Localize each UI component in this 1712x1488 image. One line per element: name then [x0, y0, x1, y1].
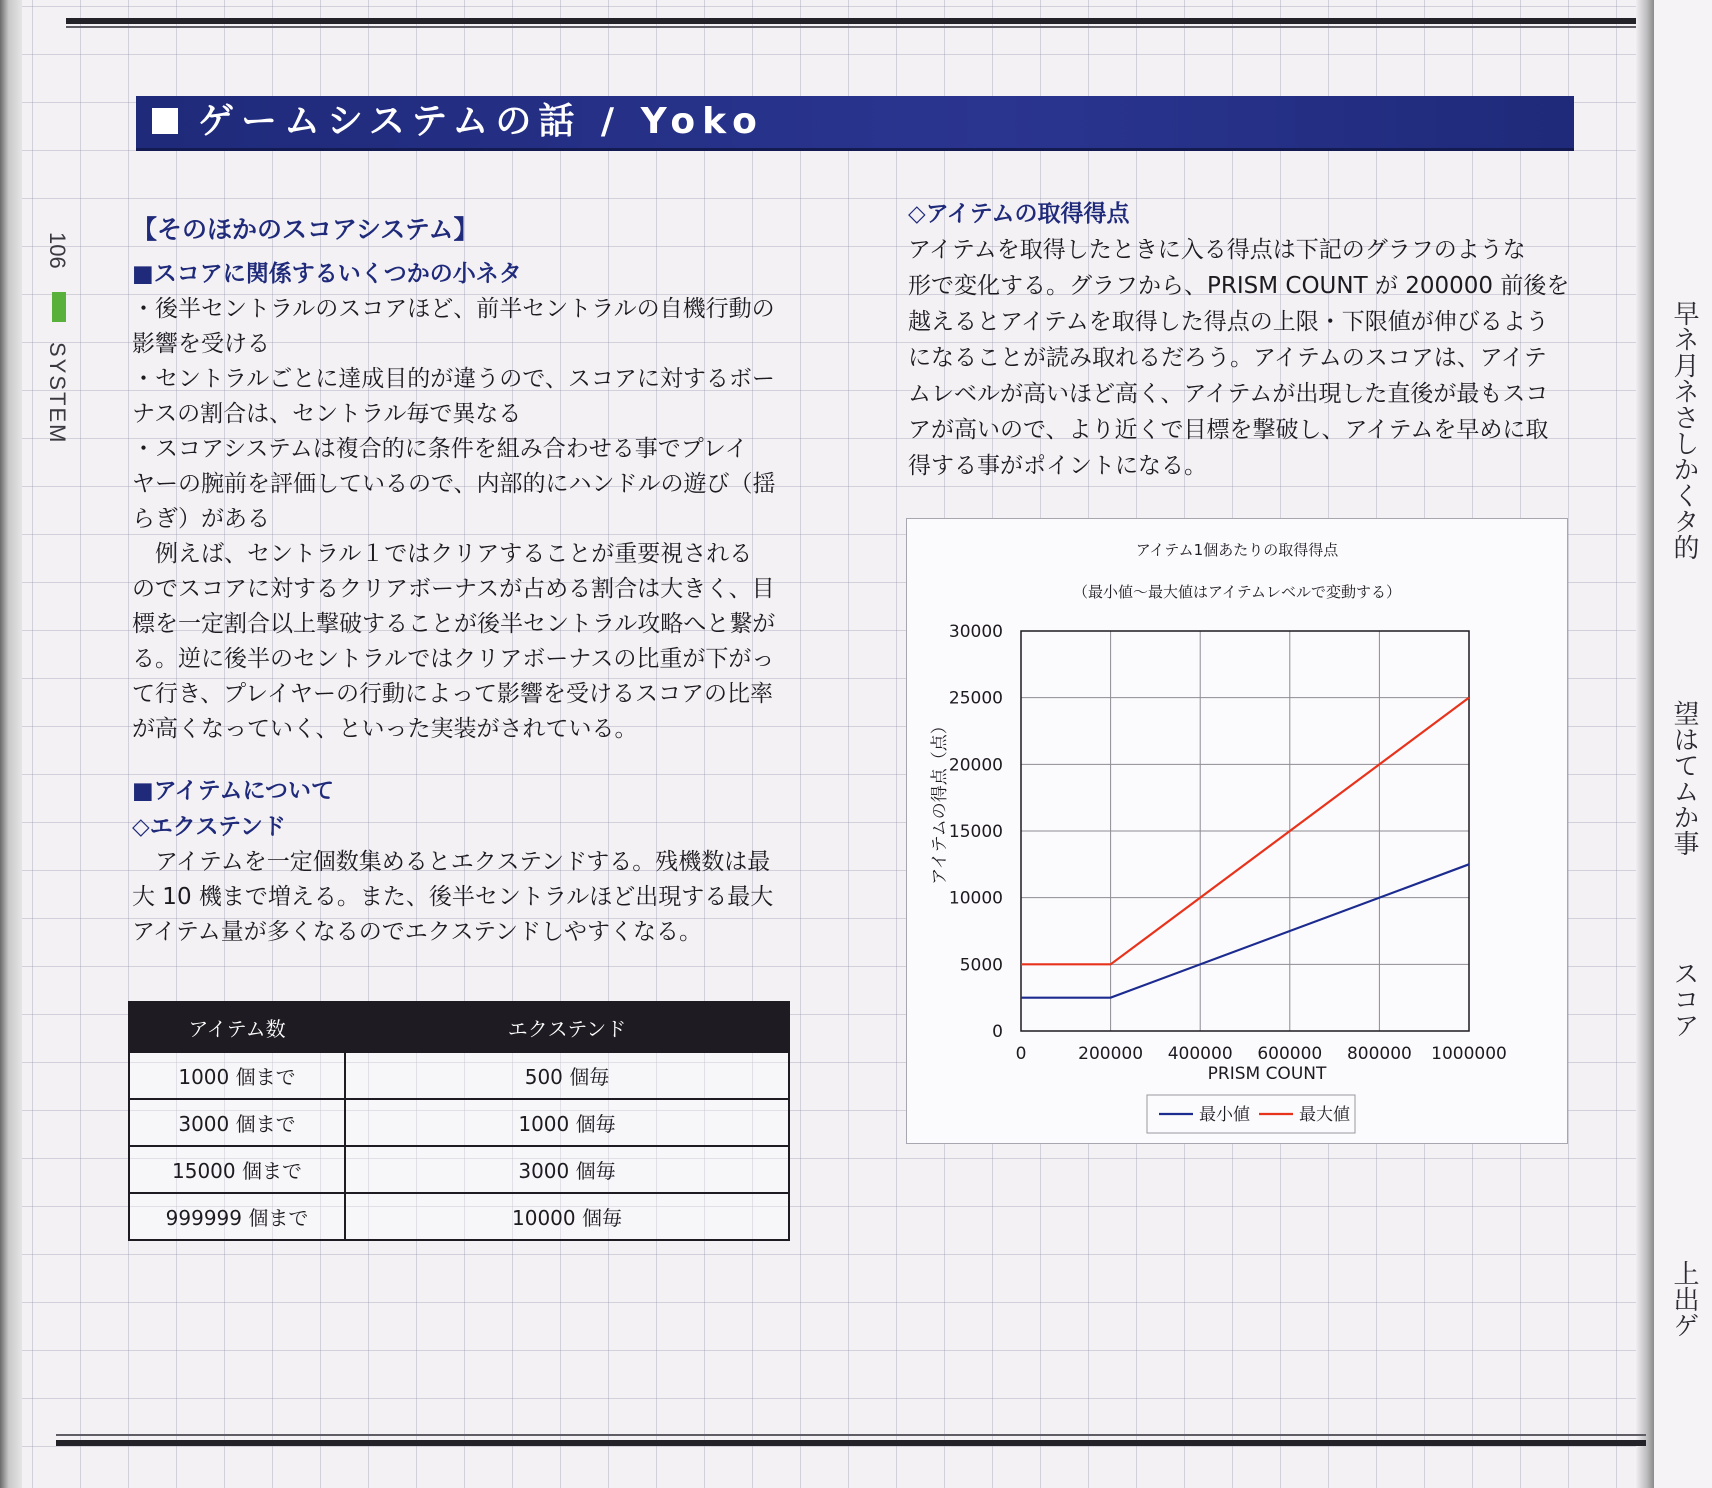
table-cell: 1000 個まで: [129, 1052, 345, 1099]
next-page-text-3: スコア: [1669, 960, 1699, 1038]
series-line-最小値: [1021, 864, 1469, 997]
table-cell: 999999 個まで: [129, 1193, 345, 1240]
table-header-row: [129, 1002, 789, 1052]
left-column: [132, 210, 802, 950]
book-binding-left: [0, 0, 22, 1488]
y-axis-label: アイテムの得点（点）: [930, 717, 950, 885]
table-cell: 3000 個毎: [345, 1146, 789, 1193]
chapter-title: ゲームシステムの話 / Yoko: [198, 101, 764, 142]
x-tick-label: 600000: [1257, 1044, 1323, 1064]
table-cell: 15000 個まで: [129, 1146, 345, 1193]
chart-svg: [907, 519, 1567, 1143]
table-cell: 500 個毎: [345, 1052, 789, 1099]
y-tick-label: 15000: [948, 822, 1003, 842]
section-color-marker: [52, 292, 66, 322]
chart-series: [1021, 698, 1469, 998]
subsection-title-tips: ■スコアに関係するいくつかの小ネタ: [132, 261, 522, 287]
x-tick-label: 0: [1015, 1044, 1027, 1064]
subsection-title-items: ■アイテムについて: [132, 778, 335, 804]
book-gutter: [1636, 0, 1654, 1488]
x-tick-label: 200000: [1078, 1044, 1144, 1064]
table-row: [129, 1052, 789, 1099]
square-bullet-icon: [152, 108, 178, 134]
section-label: SYSTEM: [45, 342, 70, 445]
x-tick-label: 1000000: [1431, 1044, 1507, 1064]
extend-table: [128, 1001, 790, 1241]
page-number: 106: [45, 232, 70, 269]
next-page-text-2: 望はてムか事: [1669, 700, 1699, 856]
item-score-chart: [906, 518, 1568, 1144]
bottom-rule-thin: [56, 1434, 1646, 1436]
y-tick-label: 30000: [948, 622, 1003, 642]
bottom-rule: [56, 1440, 1646, 1446]
top-rule: [66, 18, 1636, 24]
x-tick-label: 400000: [1167, 1044, 1233, 1064]
y-tick-label: 5000: [959, 955, 1003, 976]
bullet-2: ・セントラルごとに達成目的が違うので、スコアに対するボー ナスの割合は、セントラル毎で異なる: [132, 366, 775, 427]
legend-label: 最大値: [1299, 1105, 1350, 1125]
next-page-text-1: 早ネ月ネさしかくタ的: [1669, 300, 1699, 560]
section-title: 【そのほかのスコアシステム】: [132, 215, 479, 244]
side-index-tab: [44, 232, 74, 502]
chart-subtitle: （最小値〜最大値はアイテムレベルで変動する）: [1073, 583, 1401, 601]
x-tick-label: 800000: [1346, 1044, 1412, 1064]
bullet-3: ・スコアシステムは複合的に条件を組み合わせる事でプレイ ヤーの腕前を評価しているので、内部的にハンドルの遊び（揺 らぎ）がある: [132, 436, 776, 532]
right-column: [908, 196, 1578, 484]
table-cell: 1000 個毎: [345, 1099, 789, 1146]
y-tick-label: 0: [992, 1022, 1003, 1042]
y-tick-label: 20000: [948, 755, 1003, 776]
paragraph-central: 例えば、セントラル１ではクリアすることが重要視される のでスコアに対するクリアボーナスが占める割合は大きく、目 標を一定割合以上撃破することが後半セントラル攻略へと繋が る。逆に後半のセントラルではクリアボーナスの比重が下がっ て行き、プレイヤーの行動によって影響を受けるスコアの比率 が高くなっていく、といった実装がされている。: [132, 541, 776, 742]
table-header-items: アイテム数: [129, 1002, 345, 1052]
paragraph-item-score: アイテムを取得したときに入る得点は下記のグラフのような 形で変化する。グラフから、PRISM COUNT が 200000 前後を 越えるとアイテムを取得した得点の上限・下限値が伸びるよう になることが読み取れるだろう。アイテムのスコアは、アイテ ムレベルが高いほど高く、アイテムが出現した直後が最もスコ アが高いので、より近くで目標を撃破し、アイテムを早めに取 得する事がポイントになる。: [908, 237, 1570, 479]
paragraph-extend: アイテムを一定個数集めるとエクステンドする。残機数は最 大 10 機まで増える。また、後半セントラルほど出現する最大 アイテム量が多くなるのでエクステンドしやすくなる。: [132, 849, 774, 945]
next-page-edge: [1654, 0, 1712, 1488]
table-row: [129, 1193, 789, 1240]
y-tick-label: 25000: [948, 688, 1003, 709]
next-page-text-4: 上出ゲ: [1669, 1260, 1699, 1338]
chart-title: アイテム1個あたりの取得得点: [1135, 541, 1339, 559]
top-rule-thin: [66, 26, 1636, 28]
chart-legend: [1147, 1095, 1355, 1133]
subsection-title-item-score: ◇アイテムの取得得点: [908, 201, 1130, 227]
subsection-title-extend: ◇エクステンド: [132, 814, 286, 840]
legend-label: 最小値: [1199, 1105, 1250, 1125]
y-tick-label: 10000: [948, 888, 1003, 909]
table-cell: 10000 個毎: [345, 1193, 789, 1240]
bullet-1: ・後半セントラルのスコアほど、前半セントラルの自機行動の 影響を受ける: [132, 296, 775, 357]
table-row: [129, 1146, 789, 1193]
table-row: [129, 1099, 789, 1146]
table-cell: 3000 個まで: [129, 1099, 345, 1146]
chapter-header: [136, 96, 1574, 151]
x-axis-label: PRISM COUNT: [1207, 1064, 1327, 1084]
table-header-extend: エクステンド: [345, 1002, 789, 1052]
chart-grid: [1021, 631, 1469, 1031]
